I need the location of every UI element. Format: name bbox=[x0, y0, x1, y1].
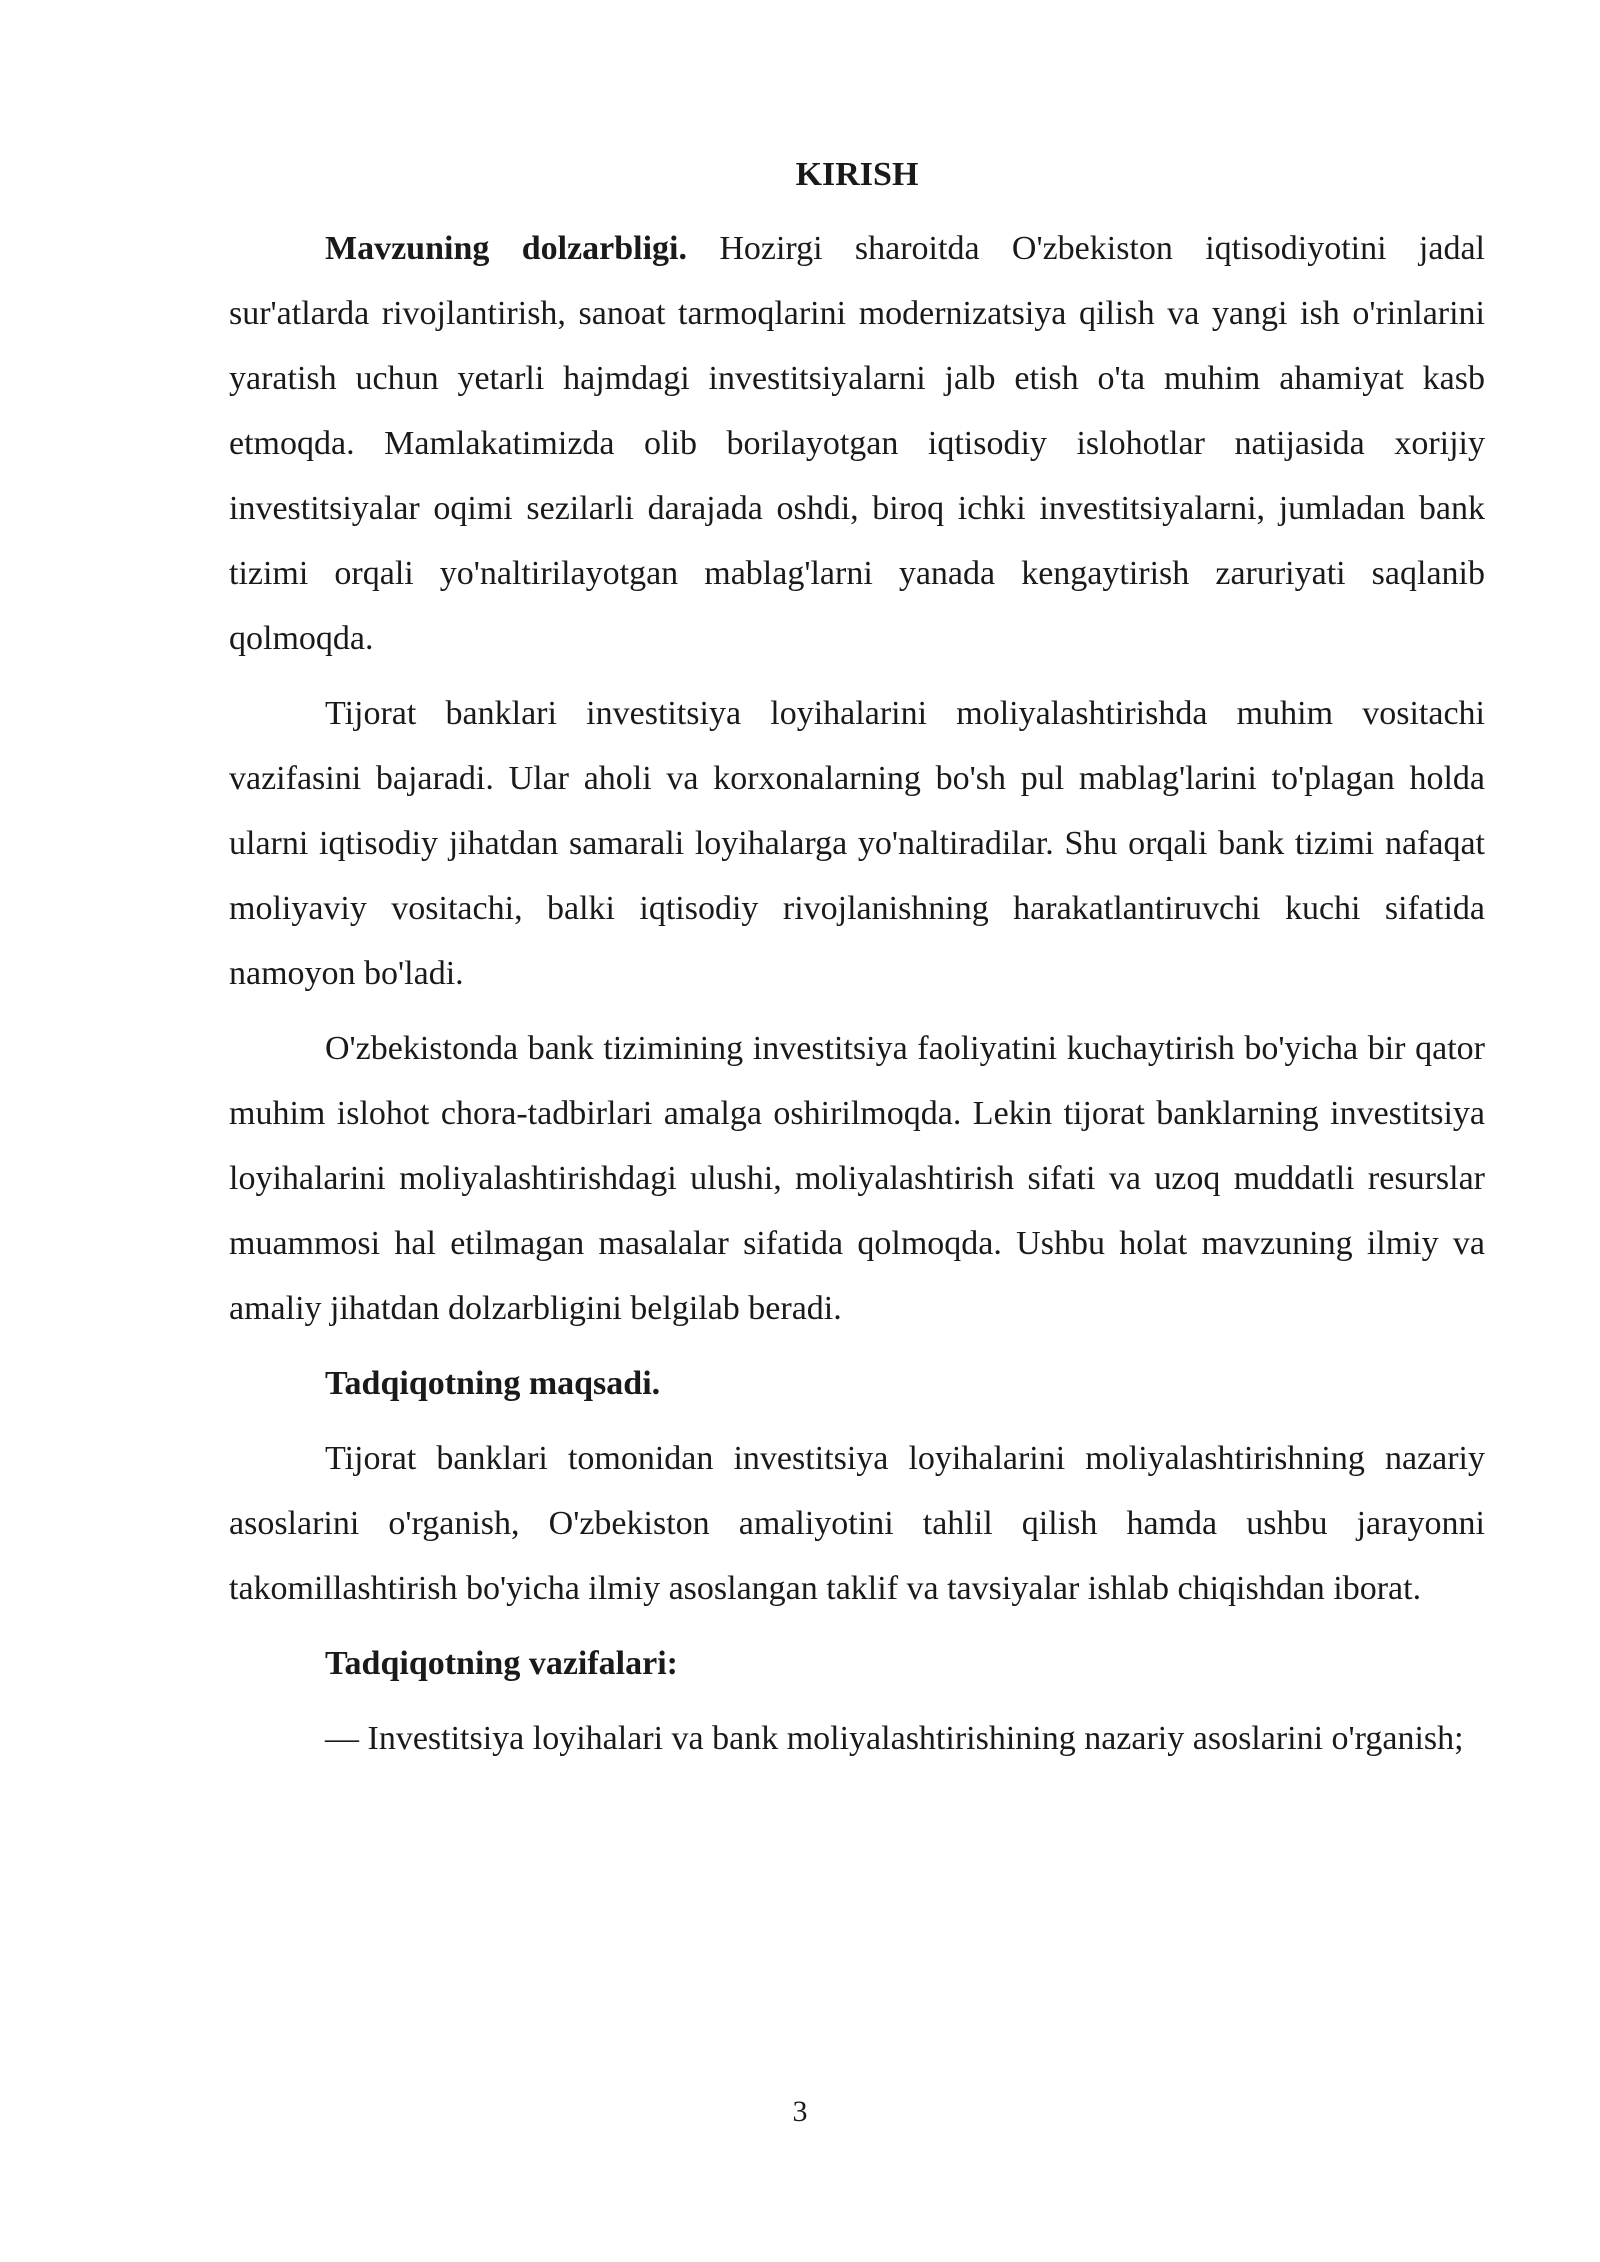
relevance-lead: Mavzuning dolzarbligi. bbox=[325, 230, 687, 267]
page-content bbox=[229, 150, 1485, 1781]
goal-paragraph: Tijorat banklari tomonidan investitsiya loyihalarini moliyalashtirishning nazariy asoslarini o'rganish, O'zbekiston amaliyotini tahlil qilish hamda ushbu jarayonni takomillashtirish bo'yicha ilmiy asoslangan taklif va tavsiyalar ishlab chiqishdan iborat. bbox=[229, 1440, 1485, 1607]
task-item: — Investitsiya loyihalari va bank moliyalashtirishining nazariy asoslarini o'rganish; bbox=[325, 1720, 1464, 1757]
tasks-heading: Tadqiqotning vazifalari: bbox=[325, 1645, 678, 1682]
reforms-paragraph: O'zbekistonda bank tizimining investitsiya faoliyatini kuchaytirish bo'yicha bir qator muhim islohot chora-tadbirlari amalga oshirilmoqda. Lekin tijorat banklarning investitsiya loyihalarini moliyalashtirishdagi ulushi, moliyalashtirish sifati va uzoq muddatli resurslar muammosi hal etilmagan masalalar sifatida qolmoqda. Ushbu holat mavzuning ilmiy va amaliy jihatdan dolzarbligini belgilab beradi. bbox=[229, 1030, 1485, 1327]
relevance-text: Hozirgi sharoitda O'zbekiston iqtisodiyotini jadal sur'atlarda rivojlantirish, sanoat tarmoqlarini modernizatsiya qilish va yangi ish o'rinlarini yaratish uchun yetarli hajmdagi investitsiyalarni jalb etish o'ta muhim ahamiyat kasb etmoqda. Mamlakatimizda olib borilayotgan iqtisodiy islohotlar natijasida xorijiy investitsiyalar oqimi sezilarli darajada oshdi, biroq ichki investitsiyalarni, jumladan bank tizimi orqali yo'naltirilayotgan mablag'larni yanada kengaytirish zaruriyati saqlanib qolmoqda. bbox=[229, 230, 1485, 657]
page-title: KIRISH bbox=[795, 156, 919, 193]
page-number: 3 bbox=[792, 2095, 808, 2128]
relevance-paragraph bbox=[229, 216, 1485, 671]
banks-role-paragraph: Tijorat banklari investitsiya loyihalarini moliyalashtirishda muhim vositachi vazifasini bajaradi. Ular aholi va korxonalarning bo'sh pul mablag'larini to'plagan holda ularni iqtisodiy jihatdan samarali loyihalarga yo'naltiradilar. Shu orqali bank tizimi nafaqat moliyaviy vositachi, balki iqtisodiy rivojlanishning harakatlantiruvchi kuchi sifatida namoyon bo'ladi. bbox=[229, 695, 1485, 992]
goal-heading: Tadqiqotning maqsadi. bbox=[325, 1365, 661, 1402]
